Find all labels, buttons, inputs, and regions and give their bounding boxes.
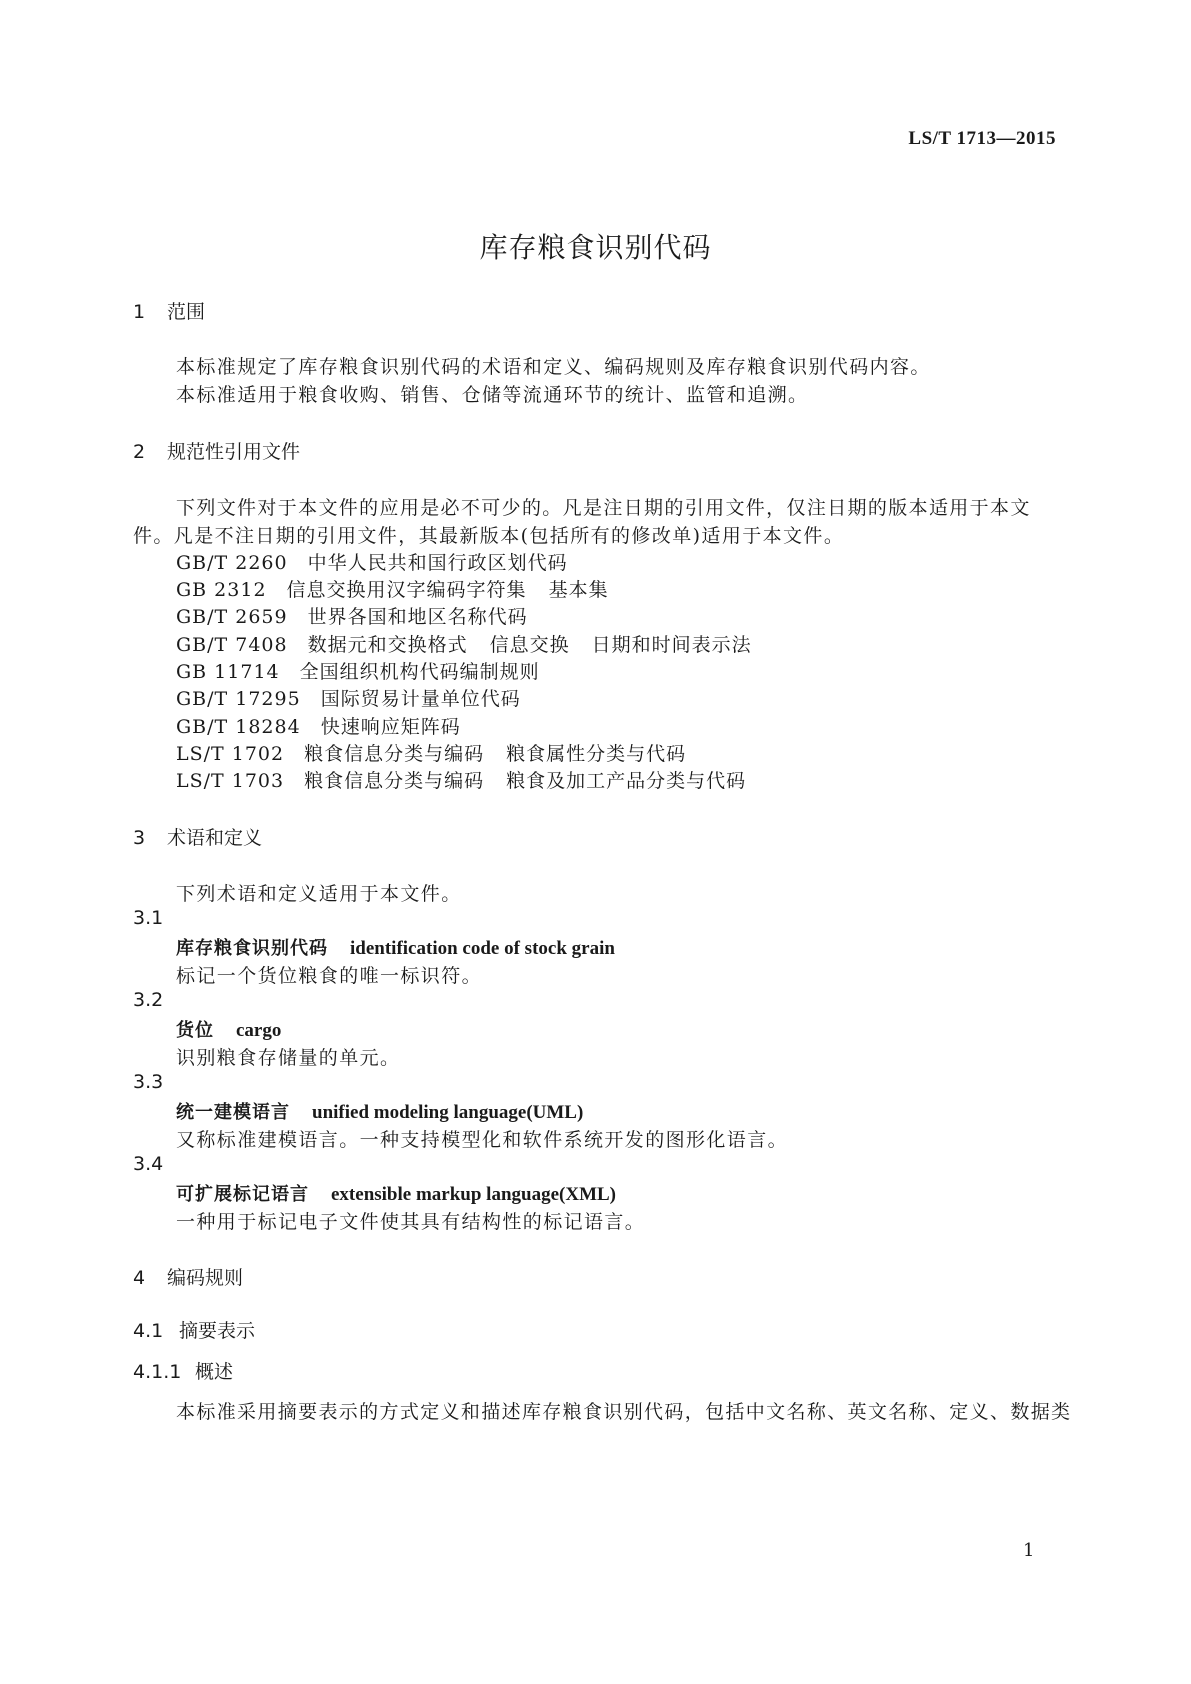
term-chinese: 货位 <box>176 1020 214 1041</box>
reference-item <box>176 684 521 711</box>
standard-number: LS/T 1713—2015 <box>908 128 1056 149</box>
term-definition: 一种用于标记电子文件使其具有结构性的标记语言。 <box>176 1211 646 1233</box>
section-number: 3 <box>133 827 146 849</box>
reference-title: 数据元和交换格式 <box>307 634 468 656</box>
reference-title: 国际贸易计量单位代码 <box>320 688 521 710</box>
paragraph: 本标准采用摘要表示的方式定义和描述库存粮食识别代码，包括中文名称、英文名称、定义、数据类 <box>176 1401 1072 1423</box>
subsection-title: 摘要表示 <box>179 1320 256 1342</box>
term-chinese: 统一建模语言 <box>176 1102 290 1123</box>
term-number: 3.1 <box>133 907 164 929</box>
reference-title: 中华人民共和国行政区划代码 <box>307 552 568 574</box>
section-title: 编码规则 <box>167 1267 244 1289</box>
reference-code: LS/T 1702 <box>176 743 285 765</box>
reference-subtitle: 信息交换 <box>489 634 570 656</box>
term-english: cargo <box>236 1020 282 1041</box>
paragraph: 本标准规定了库存粮食识别代码的术语和定义、编码规则及库存粮食识别代码内容。 <box>176 356 931 378</box>
subsection-heading <box>133 1316 255 1343</box>
term-heading <box>176 934 615 960</box>
section-number: 2 <box>133 441 146 463</box>
term-number: 3.3 <box>133 1071 164 1093</box>
term-chinese: 可扩展标记语言 <box>176 1184 309 1205</box>
reference-code: GB 2312 <box>176 579 267 601</box>
reference-title: 全国组织机构代码编制规则 <box>299 661 540 683</box>
term-number: 3.4 <box>133 1153 164 1175</box>
term-heading <box>176 1098 583 1124</box>
paragraph: 下列文件对于本文件的应用是必不可少的。凡是注日期的引用文件，仅注日期的版本适用于本文 <box>176 497 1031 519</box>
reference-item <box>176 630 752 657</box>
section-number: 4 <box>133 1267 146 1289</box>
term-english: unified modeling language(UML) <box>312 1102 584 1123</box>
reference-code: GB 11714 <box>176 661 280 683</box>
reference-item <box>176 712 461 739</box>
reference-item <box>176 548 568 575</box>
term-english: identification code of stock grain <box>350 938 615 959</box>
term-chinese: 库存粮食识别代码 <box>176 938 328 959</box>
section-title: 范围 <box>167 301 206 323</box>
reference-title: 信息交换用汉字编码字符集 <box>286 579 527 601</box>
reference-subtitle: 基本集 <box>548 579 609 601</box>
section-1-heading <box>133 297 205 324</box>
reference-code: GB/T 17295 <box>176 688 301 710</box>
reference-item <box>176 575 609 602</box>
term-definition: 又称标准建模语言。一种支持模型化和软件系统开发的图形化语言。 <box>176 1129 789 1151</box>
paragraph-continuation: 件。凡是不注日期的引用文件，其最新版本(包括所有的修改单)适用于本文件。 <box>133 525 845 547</box>
reference-subtitle: 粮食属性分类与代码 <box>506 743 687 765</box>
term-heading <box>176 1016 281 1042</box>
reference-item <box>176 657 540 684</box>
reference-code: LS/T 1703 <box>176 770 285 792</box>
section-3-heading <box>133 823 262 850</box>
reference-title: 粮食信息分类与编码 <box>304 743 485 765</box>
paragraph: 下列术语和定义适用于本文件。 <box>176 883 462 905</box>
reference-item <box>176 602 528 629</box>
section-title: 术语和定义 <box>167 827 263 849</box>
reference-subtitle: 粮食及加工产品分类与代码 <box>506 770 747 792</box>
subsubsection-title: 概述 <box>195 1361 234 1383</box>
reference-item <box>176 766 746 793</box>
reference-code: GB/T 2260 <box>176 552 288 574</box>
reference-subtitle: 日期和时间表示法 <box>591 634 752 656</box>
term-english: extensible markup language(XML) <box>331 1184 616 1205</box>
subsection-number: 4.1 <box>133 1320 164 1342</box>
term-definition: 识别粮食存储量的单元。 <box>176 1047 401 1069</box>
section-title: 规范性引用文件 <box>167 441 301 463</box>
reference-code: GB/T 18284 <box>176 716 301 738</box>
subsubsection-number: 4.1.1 <box>133 1361 182 1383</box>
reference-item <box>176 739 686 766</box>
reference-code: GB/T 2659 <box>176 606 288 628</box>
page-number: 1 <box>1023 1540 1035 1561</box>
term-number: 3.2 <box>133 989 164 1011</box>
section-number: 1 <box>133 301 146 323</box>
section-2-heading <box>133 437 300 464</box>
reference-title: 粮食信息分类与编码 <box>304 770 485 792</box>
reference-title: 快速响应矩阵码 <box>320 716 461 738</box>
paragraph: 本标准适用于粮食收购、销售、仓储等流通环节的统计、监管和追溯。 <box>176 384 809 406</box>
reference-code: GB/T 7408 <box>176 634 288 656</box>
term-heading <box>176 1180 616 1206</box>
subsubsection-heading <box>133 1357 233 1384</box>
section-4-heading <box>133 1263 243 1290</box>
term-definition: 标记一个货位粮食的唯一标识符。 <box>176 965 483 987</box>
reference-title: 世界各国和地区名称代码 <box>307 606 528 628</box>
document-title: 库存粮食识别代码 <box>479 231 712 264</box>
